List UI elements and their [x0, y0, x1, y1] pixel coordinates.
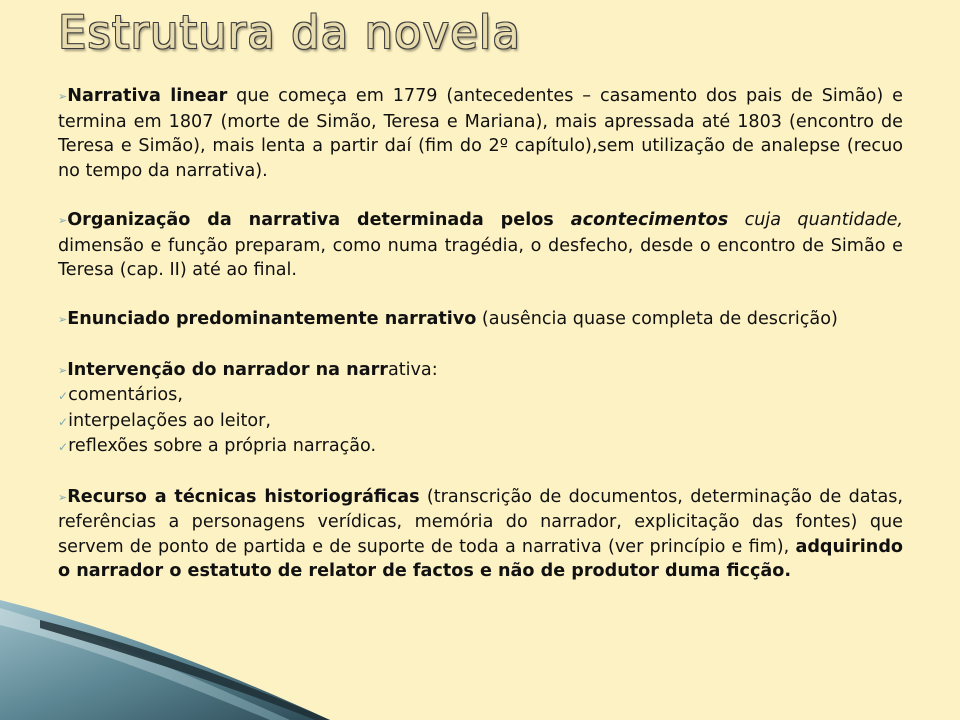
paragraph-bold-italic: acontecimentos [570, 209, 729, 230]
arrowhead-bullet-icon: ➢ [58, 363, 68, 377]
checkmark-icon: ✓ [58, 414, 69, 429]
paragraph-bold-lead: Narrativa linear [67, 86, 228, 106]
slide-body [58, 84, 903, 584]
checkmark-icon: ✓ [58, 440, 69, 455]
paragraph-bold-lead: Recurso a técnicas historiográficas [67, 486, 420, 507]
paragraph-text: dimensão e função preparam, como numa tragédia, o desfecho, desde o encontro de Simão e Teresa (cap. II) até ao final. [58, 235, 903, 281]
paragraph-italic: cuja quantidade, [728, 209, 904, 230]
paragraph-bold-lead: Organização da narrativa determinada pelos [67, 209, 571, 230]
paragraph-text: (transcrição de documentos, determinação de datas, referências a personagens verídicas, memória do narrador, explicitação das fontes) que servem de ponto de partida e de suporte de toda a narrativa (ver princípio e fim), [58, 486, 903, 557]
paragraph-narrativa-linear [58, 84, 903, 183]
arrowhead-bullet-icon: ➢ [58, 90, 68, 103]
paragraph-text: ativa: [387, 359, 438, 380]
paragraph-enunciado [58, 307, 903, 333]
paragraph-intervencao [58, 358, 903, 384]
paragraph-bold-lead: Enunciado predominantemente narrativo [67, 309, 477, 330]
checkmark-icon: ✓ [58, 389, 69, 404]
list-item: ✓comentários, [58, 385, 183, 406]
paragraph-recurso [58, 485, 903, 584]
paragraph-bold-lead: Intervenção do narrador na narr [67, 359, 388, 380]
paragraph-bold-end: adquirindo o narrador o estatuto de relator de factos e não de produtor duma ficção. [58, 536, 903, 582]
paragraph-text: (ausência quase completa de descrição) [476, 309, 838, 330]
arrowhead-bullet-icon: ➢ [58, 313, 68, 327]
list-item: ✓reflexões sobre a própria narração. [58, 436, 377, 457]
paragraph-organizacao [58, 208, 903, 283]
slide-title: Estrutura da novela [58, 6, 521, 59]
arrowhead-bullet-icon: ➢ [58, 213, 68, 227]
list-item: ✓interpelações ao leitor, [58, 410, 271, 431]
arrowhead-bullet-icon: ➢ [58, 490, 68, 504]
paragraph-text: que começa em 1779 (antecedentes – casamento dos pais de Simão) e termina em 1807 (morte de Simão, Teresa e Mariana), mais apressada até 1803 (encontro de Teresa e Simão), mais lenta a partir daí (fim do 2º capítulo),sem utilização de analepse (recuo no tempo da narrativa). [58, 86, 903, 181]
